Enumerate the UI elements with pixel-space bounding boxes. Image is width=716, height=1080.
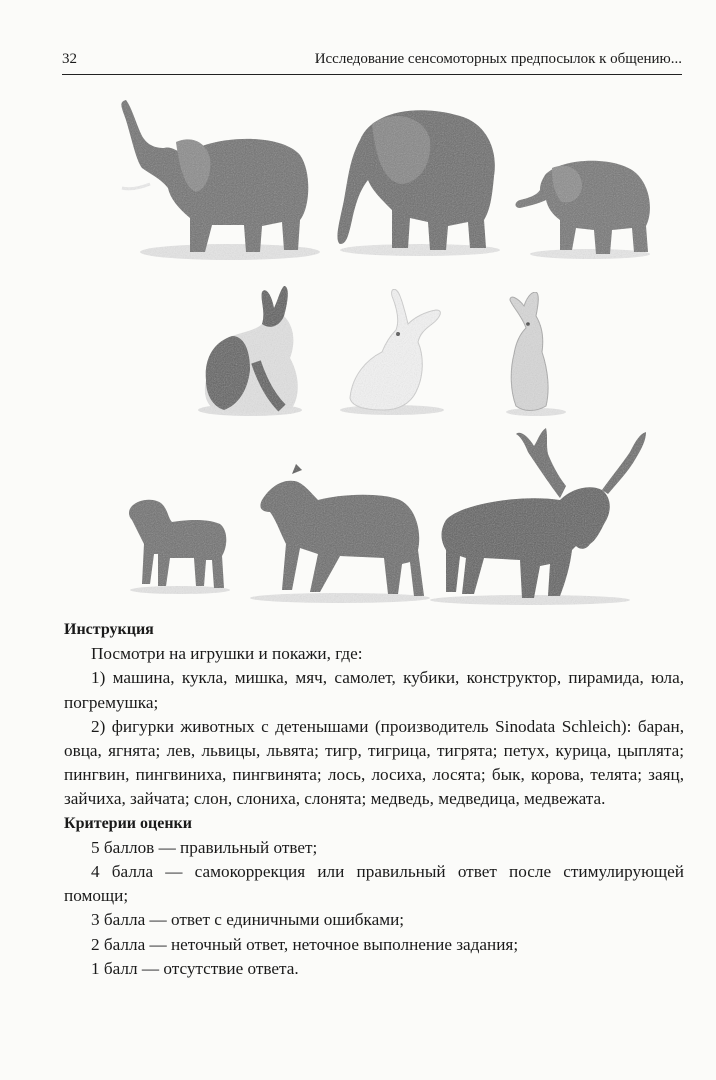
header-rule [62, 74, 682, 75]
instruction-item-toys: 1) машина, кукла, мишка, мяч, самолет, кубики, конструктор, пирамида, юла, погремушка; [64, 668, 684, 712]
criteria-item: 2 балла — неточный ответ, неточное выполнение задания; [91, 934, 519, 954]
moose-bull-figure [430, 428, 646, 605]
body-text [64, 618, 684, 981]
moose-cow-figure [250, 464, 430, 603]
hare-leveret-figure [506, 292, 566, 416]
criteria-heading: Критерии оценки [64, 814, 192, 832]
animal-figures-illustration [0, 80, 716, 620]
elephant-female-figure [121, 100, 320, 260]
instruction-heading: Инструкция [64, 621, 154, 638]
criteria-item: 3 балла — ответ с единичными ошибками; [91, 910, 405, 930]
running-title: Исследование сенсомоторных предпосылок к общению... [314, 51, 682, 67]
hare-white-figure [340, 289, 444, 415]
hare-adult-figure [198, 286, 302, 416]
instruction-item-animals: 2) фигурки животных с детенышами (производитель Sinodata Schleich): баран, овца, ягнята; лев, львицы, львята; тигр, тигрица, тигрята; петух, курица, цыплята; пингвин, пингвиниха, пингвинята; лось, лосиха, лосята; бык, корова, телята; заяц, зайчиха, зайчата; слон, слониха, слонята; медведь, медведица, медвежата. [64, 716, 684, 809]
criteria-item: 4 балла — самокоррекция или правильный ответ после стимулирующей помощи; [64, 862, 684, 906]
elephant-calf-figure [516, 161, 651, 259]
moose-calf-figure [129, 500, 230, 594]
page-header [62, 46, 682, 72]
instruction-lead: Посмотри на игрушки и покажи, где: [91, 644, 363, 664]
criteria-item: 5 баллов — правильный ответ; [91, 837, 318, 857]
elephant-adult-figure [337, 110, 500, 256]
page-number: 32 [62, 51, 77, 67]
animal-figures-svg [0, 80, 716, 620]
criteria-item: 1 балл — отсутствие ответа. [91, 958, 299, 978]
